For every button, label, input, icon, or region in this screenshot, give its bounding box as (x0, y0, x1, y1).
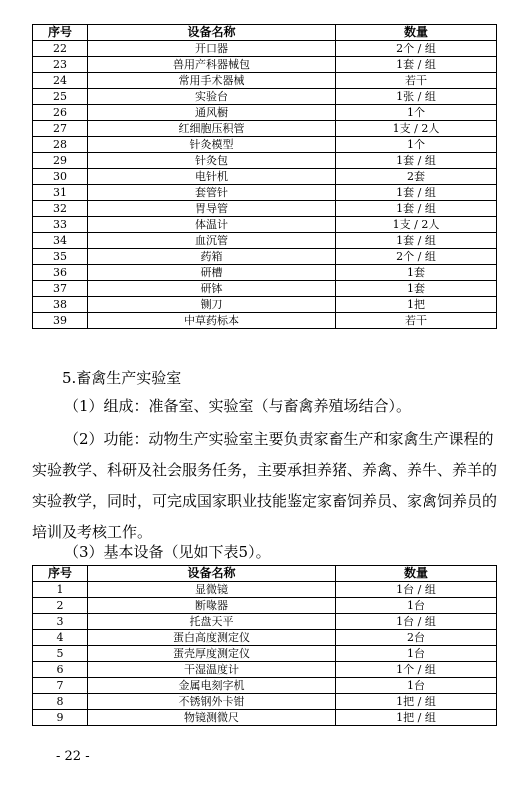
cell-index: 34 (33, 233, 88, 249)
cell-name: 托盘天平 (88, 614, 336, 630)
header-index: 序号 (33, 25, 88, 41)
cell-quantity: 1台 (336, 678, 497, 694)
cell-quantity: 2个 / 组 (336, 41, 497, 57)
section-heading: 5.畜禽生产实验室 (62, 369, 182, 387)
cell-quantity: 1套 / 组 (336, 185, 497, 201)
cell-name: 套管针 (88, 185, 336, 201)
cell-name: 针灸包 (88, 153, 336, 169)
cell-name: 铡刀 (88, 297, 336, 313)
header-quantity: 数量 (336, 25, 497, 41)
cell-index: 23 (33, 57, 88, 73)
cell-quantity: 1套 / 组 (336, 153, 497, 169)
cell-name: 金属电刻字机 (88, 678, 336, 694)
table-row (33, 217, 497, 233)
cell-index: 36 (33, 265, 88, 281)
cell-name: 电针机 (88, 169, 336, 185)
table-row (33, 153, 497, 169)
table-row (33, 169, 497, 185)
table-row (33, 105, 497, 121)
cell-name: 不锈钢外卡钳 (88, 694, 336, 710)
cell-index: 26 (33, 105, 88, 121)
table-row (33, 41, 497, 57)
cell-index: 3 (33, 614, 88, 630)
table-row (33, 185, 497, 201)
table-row (33, 249, 497, 265)
header-index: 序号 (33, 566, 88, 582)
cell-name: 蛋白高度测定仪 (88, 630, 336, 646)
table-header-row (33, 566, 497, 582)
table-row (33, 694, 497, 710)
header-name: 设备名称 (88, 566, 336, 582)
cell-quantity: 2个 / 组 (336, 249, 497, 265)
table-row (33, 281, 497, 297)
header-name: 设备名称 (88, 25, 336, 41)
cell-name: 显微镜 (88, 582, 336, 598)
table-row (33, 201, 497, 217)
cell-quantity: 1套 (336, 281, 497, 297)
cell-name: 研槽 (88, 265, 336, 281)
cell-index: 8 (33, 694, 88, 710)
cell-name: 干湿温度计 (88, 662, 336, 678)
cell-quantity: 1套 / 组 (336, 57, 497, 73)
table-row (33, 710, 497, 726)
cell-name: 血沉管 (88, 233, 336, 249)
cell-quantity: 1把 (336, 297, 497, 313)
cell-quantity: 若干 (336, 313, 497, 329)
cell-index: 29 (33, 153, 88, 169)
cell-name: 实验台 (88, 89, 336, 105)
cell-quantity: 1个 (336, 105, 497, 121)
cell-quantity: 1套 (336, 265, 497, 281)
table-row (33, 662, 497, 678)
table-row (33, 137, 497, 153)
cell-index: 7 (33, 678, 88, 694)
cell-name: 红细胞压积管 (88, 121, 336, 137)
table-row (33, 297, 497, 313)
cell-name: 体温计 (88, 217, 336, 233)
cell-name: 蛋壳厚度测定仪 (88, 646, 336, 662)
cell-quantity: 1套 / 组 (336, 201, 497, 217)
cell-quantity: 1个 (336, 137, 497, 153)
cell-index: 33 (33, 217, 88, 233)
table-row (33, 89, 497, 105)
cell-index: 37 (33, 281, 88, 297)
cell-quantity: 2台 (336, 630, 497, 646)
cell-index: 28 (33, 137, 88, 153)
cell-name: 研钵 (88, 281, 336, 297)
cell-index: 27 (33, 121, 88, 137)
cell-name: 断喙器 (88, 598, 336, 614)
cell-name: 针灸模型 (88, 137, 336, 153)
cell-name: 物镜测微尺 (88, 710, 336, 726)
cell-index: 35 (33, 249, 88, 265)
table-row (33, 57, 497, 73)
equipment-table-continued (32, 24, 497, 329)
cell-index: 39 (33, 313, 88, 329)
cell-index: 6 (33, 662, 88, 678)
page-number: - 22 - (56, 749, 90, 764)
table-row (33, 121, 497, 137)
cell-index: 24 (33, 73, 88, 89)
cell-index: 30 (33, 169, 88, 185)
cell-name: 中草药标本 (88, 313, 336, 329)
table-row (33, 678, 497, 694)
function-paragraph: （2）功能：动物生产实验室主要负责家畜生产和家禽生产课程的实验教学、科研及社会服务任务，主要承担养猪、养禽、养牛、养羊的实验教学，同时，可完成国家职业技能鉴定家畜饲养员、家禽饲养员的培训及考核工作。 (32, 430, 498, 541)
cell-name: 通风橱 (88, 105, 336, 121)
cell-quantity: 1套 / 组 (336, 233, 497, 249)
table-row (33, 233, 497, 249)
cell-index: 25 (33, 89, 88, 105)
cell-index: 38 (33, 297, 88, 313)
cell-quantity: 1台 (336, 598, 497, 614)
composition-paragraph: （1）组成：准备室、实验室（与畜禽养殖场结合）。 (64, 397, 412, 415)
table-row (33, 614, 497, 630)
table-row (33, 313, 497, 329)
cell-quantity: 2套 (336, 169, 497, 185)
cell-index: 2 (33, 598, 88, 614)
cell-quantity: 1台 / 组 (336, 582, 497, 598)
table-row (33, 630, 497, 646)
cell-quantity: 若干 (336, 73, 497, 89)
cell-index: 5 (33, 646, 88, 662)
table-row (33, 582, 497, 598)
cell-quantity: 1支 / 2人 (336, 217, 497, 233)
cell-index: 4 (33, 630, 88, 646)
cell-quantity: 1把 / 组 (336, 694, 497, 710)
cell-index: 22 (33, 41, 88, 57)
cell-name: 常用手术器械 (88, 73, 336, 89)
table-row (33, 646, 497, 662)
cell-index: 1 (33, 582, 88, 598)
cell-quantity: 1支 / 2人 (336, 121, 497, 137)
cell-index: 9 (33, 710, 88, 726)
cell-name: 开口器 (88, 41, 336, 57)
cell-quantity: 1台 / 组 (336, 614, 497, 630)
cell-name: 兽用产科器械包 (88, 57, 336, 73)
equipment-table-5 (32, 565, 497, 726)
table-row (33, 598, 497, 614)
cell-index: 31 (33, 185, 88, 201)
header-quantity: 数量 (336, 566, 497, 582)
cell-quantity: 1张 / 组 (336, 89, 497, 105)
table-row (33, 265, 497, 281)
cell-quantity: 1个 / 组 (336, 662, 497, 678)
cell-name: 胃导管 (88, 201, 336, 217)
cell-name: 药箱 (88, 249, 336, 265)
cell-index: 32 (33, 201, 88, 217)
cell-quantity: 1台 (336, 646, 497, 662)
equipment-paragraph: （3）基本设备（见如下表5）。 (64, 543, 271, 561)
cell-quantity: 1把 / 组 (336, 710, 497, 726)
table-row (33, 73, 497, 89)
table-header-row (33, 25, 497, 41)
